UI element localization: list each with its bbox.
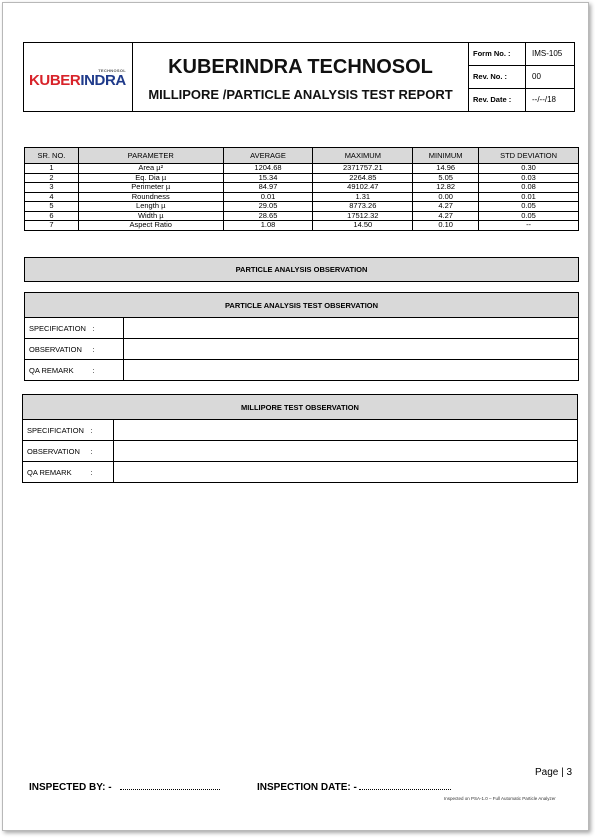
table-cell: 1.08: [223, 221, 313, 231]
table-cell: 0.00: [413, 192, 479, 202]
table-cell: 2264.85: [313, 173, 413, 183]
row-label: QA REMARK :: [23, 462, 114, 483]
report-page: [2, 2, 589, 831]
millipore-observation-table: [22, 394, 578, 483]
rev-date-value: --/--/18: [526, 88, 575, 111]
company-name: KUBERINDRA TECHNOSOL: [168, 55, 433, 78]
col-header: STD DEVIATION: [479, 148, 579, 164]
table-cell: 28.65: [223, 211, 313, 221]
table-cell: 4.27: [413, 211, 479, 221]
row-label: OBSERVATION :: [23, 441, 114, 462]
table-row: [25, 192, 579, 202]
table-cell: Width µ: [78, 211, 223, 221]
table-cell: 3: [25, 183, 79, 193]
table-cell: 4.27: [413, 202, 479, 212]
form-no-label: Form No. :: [469, 43, 526, 66]
particle-observation-table: [24, 292, 579, 381]
table-cell: 1204.68: [223, 164, 313, 174]
table-cell: Length µ: [78, 202, 223, 212]
specification-field[interactable]: [124, 318, 579, 339]
specification-field[interactable]: [114, 420, 578, 441]
table-cell: 6: [25, 211, 79, 221]
col-header: SR. NO.: [25, 148, 79, 164]
table-cell: 1: [25, 164, 79, 174]
table-cell: Area µ²: [78, 164, 223, 174]
observation-banner: PARTICLE ANALYSIS OBSERVATION: [24, 257, 579, 282]
table-cell: Perimeter µ: [78, 183, 223, 193]
rev-no-value: 00: [526, 65, 575, 88]
table-cell: Aspect Ratio: [78, 221, 223, 231]
table-cell: 12.82: [413, 183, 479, 193]
qa-remark-field[interactable]: [124, 360, 579, 381]
logo-tagline: TECHNOSOL: [98, 68, 126, 73]
table-cell: 5: [25, 202, 79, 212]
particle-observation-title: PARTICLE ANALYSIS TEST OBSERVATION: [25, 293, 579, 318]
row-label: OBSERVATION :: [25, 339, 124, 360]
table-cell: 84.97: [223, 183, 313, 193]
row-label: QA REMARK :: [25, 360, 124, 381]
col-header: MINIMUM: [413, 148, 479, 164]
inspected-by-line[interactable]: [120, 789, 220, 790]
table-cell: 0.05: [479, 202, 579, 212]
table-cell: 0.10: [413, 221, 479, 231]
footer-note: Inspected on PSA-1.0 – Full Automatic Particle Analyzer: [444, 796, 556, 801]
report-title: MILLIPORE /PARTICLE ANALYSIS TEST REPORT: [148, 86, 453, 102]
table-cell: 0.01: [223, 192, 313, 202]
table-cell: 14.96: [413, 164, 479, 174]
inspection-date-line[interactable]: [359, 789, 451, 790]
table-cell: 2: [25, 173, 79, 183]
table-cell: Roundness: [78, 192, 223, 202]
page-number: Page | 3: [535, 767, 573, 778]
table-cell: 2371757.21: [313, 164, 413, 174]
table-row: [25, 202, 579, 212]
company-logo: [24, 43, 133, 112]
logo-wordmark: KUBERINDRA: [29, 72, 126, 89]
table-cell: --: [479, 221, 579, 231]
observation-field[interactable]: [124, 339, 579, 360]
results-table: [24, 147, 579, 231]
table-row: [25, 164, 579, 174]
table-cell: 0.08: [479, 183, 579, 193]
form-no-value: IMS-105: [526, 43, 575, 66]
inspection-date-label: INSPECTION DATE: -: [257, 782, 357, 793]
table-cell: 5.05: [413, 173, 479, 183]
table-cell: Eq. Dia µ: [78, 173, 223, 183]
qa-remark-field[interactable]: [114, 462, 578, 483]
inspected-by-label: INSPECTED BY: -: [29, 782, 112, 793]
table-cell: 0.30: [479, 164, 579, 174]
table-cell: 4: [25, 192, 79, 202]
table-cell: 7: [25, 221, 79, 231]
col-header: PARAMETER: [78, 148, 223, 164]
row-label: SPECIFICATION :: [23, 420, 114, 441]
table-cell: 14.50: [313, 221, 413, 231]
table-cell: 0.01: [479, 192, 579, 202]
table-cell: 1.31: [313, 192, 413, 202]
observation-field[interactable]: [114, 441, 578, 462]
table-row: [25, 173, 579, 183]
table-row: [25, 221, 579, 231]
table-cell: 0.05: [479, 211, 579, 221]
table-row: [25, 211, 579, 221]
col-header: AVERAGE: [223, 148, 313, 164]
col-header: MAXIMUM: [313, 148, 413, 164]
row-label: SPECIFICATION :: [25, 318, 124, 339]
table-cell: 8773.26: [313, 202, 413, 212]
title-block: [133, 43, 469, 112]
table-cell: 29.05: [223, 202, 313, 212]
table-cell: 15.34: [223, 173, 313, 183]
table-row: [25, 183, 579, 193]
table-cell: 0.03: [479, 173, 579, 183]
rev-no-label: Rev. No. :: [469, 65, 526, 88]
millipore-observation-title: MILLIPORE TEST OBSERVATION: [23, 395, 578, 420]
table-cell: 17512.32: [313, 211, 413, 221]
report-header: [23, 42, 575, 112]
rev-date-label: Rev. Date :: [469, 88, 526, 111]
table-cell: 49102.47: [313, 183, 413, 193]
